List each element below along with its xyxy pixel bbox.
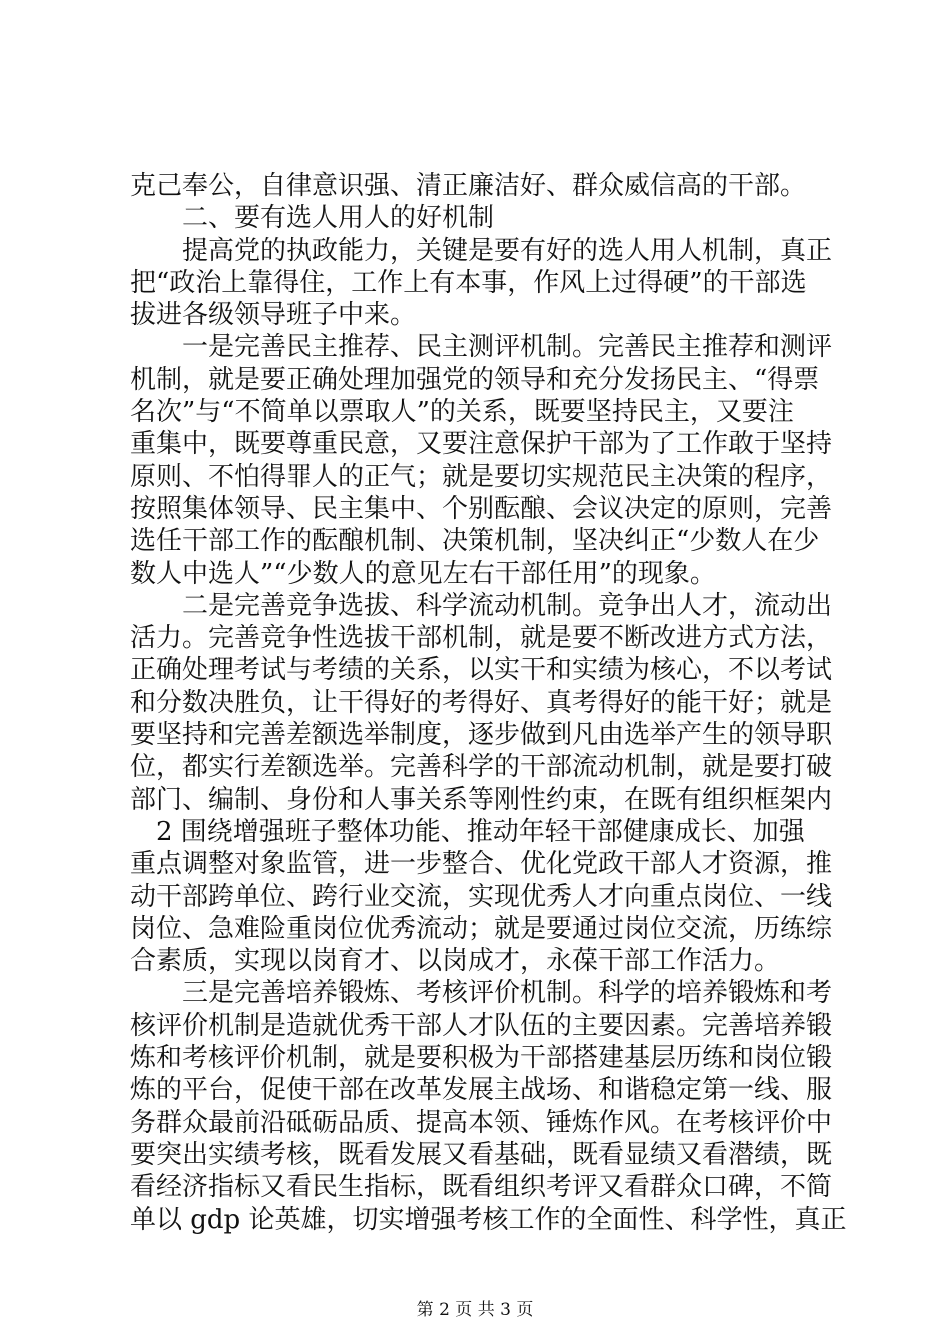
text-line: 2 围绕增强班子整体功能、推动年轻干部健康成长、加强	[130, 816, 805, 847]
text-line: 务群众最前沿砥砺品质、提高本领、锤炼作风。在考核评价中	[130, 1107, 833, 1138]
text-line: 二是完善竞争选拔、科学流动机制。竞争出人才，流动出	[130, 590, 833, 621]
text-line: 位，都实行差额选举。完善科学的干部流动机制，就是要打破	[130, 752, 833, 783]
text-line: 原则、不怕得罪人的正气；就是要切实规范民主决策的程序，	[130, 461, 833, 492]
body-text	[130, 170, 847, 1236]
text-line: 要突出实绩考核，既看发展又看基础，既看显绩又看潜绩，既	[130, 1139, 833, 1170]
text-line: 拔进各级领导班子中来。	[130, 300, 417, 331]
text-line: 三是完善培养锻炼、考核评价机制。科学的培养锻炼和考	[130, 978, 833, 1009]
text-line: 把“政治上靠得住，工作上有本事，作风上过得硬”的干部选	[130, 267, 807, 298]
text-line: 名次”与“不简单以票取人”的关系，既要坚持民主，又要注	[130, 397, 794, 428]
text-line: 重点调整对象监管，进一步整合、优化党政干部人才资源，推	[130, 849, 833, 880]
text-line: 一是完善民主推荐、民主测评机制。完善民主推荐和测评	[130, 332, 833, 363]
text-line: 和分数决胜负，让干得好的考得好、真考得好的能干好；就是	[130, 687, 833, 718]
text-line: 重集中，既要尊重民意，又要注意保护干部为了工作敢于坚持	[130, 429, 833, 460]
text-line: 正确处理考试与考绩的关系，以实干和实绩为核心，不以考试	[130, 655, 833, 686]
text-line: 要坚持和完善差额选举制度，逐步做到凡由选举产生的领导职	[130, 720, 833, 751]
text-line: 岗位、急难险重岗位优秀流动；就是要通过岗位交流，历练综	[130, 913, 833, 944]
text-line: 合素质，实现以岗育才、以岗成才，永葆干部工作活力。	[130, 946, 781, 977]
text-line: 按照集体领导、民主集中、个别酝酿、会议决定的原则，完善	[130, 493, 833, 524]
text-line: 炼的平台，促使干部在改革发展主战场、和谐稳定第一线、服	[130, 1075, 833, 1106]
text-line: 核评价机制是造就优秀干部人才队伍的主要因素。完善培养锻	[130, 1010, 833, 1041]
text-line: 机制，就是要正确处理加强党的领导和充分发扬民主、“得票	[130, 364, 820, 395]
text-line: 单以 gdp 论英雄，切实增强考核工作的全面性、科学性，真正	[130, 1204, 847, 1235]
text-line: 部门、编制、身份和人事关系等刚性约束，在既有组织框架内	[130, 784, 833, 815]
text-line: 选任干部工作的酝酿机制、决策机制，坚决纠正“少数人在少	[130, 526, 820, 557]
text-line: 克己奉公，自律意识强、清正廉洁好、群众威信高的干部。	[130, 171, 807, 201]
text-line: 炼和考核评价机制，就是要积极为干部搭建基层历练和岗位锻	[130, 1043, 833, 1074]
page-footer: 第 2 页 共 3 页	[416, 1300, 534, 1320]
text-line: 数人中选人”“少数人的意见左右干部任用”的现象。	[130, 558, 716, 589]
text-line: 活力。完善竞争性选拔干部机制，就是要不断改进方式方法，	[130, 623, 833, 654]
text-line: 动干部跨单位、跨行业交流，实现优秀人才向重点岗位、一线	[130, 881, 833, 912]
text-line: 二、要有选人用人的好机制	[130, 203, 495, 234]
text-line: 看经济指标又看民生指标，既看组织考评又看群众口碑，不简	[130, 1172, 833, 1203]
text-line: 提高党的执政能力，关键是要有好的选人用人机制，真正	[130, 235, 833, 266]
